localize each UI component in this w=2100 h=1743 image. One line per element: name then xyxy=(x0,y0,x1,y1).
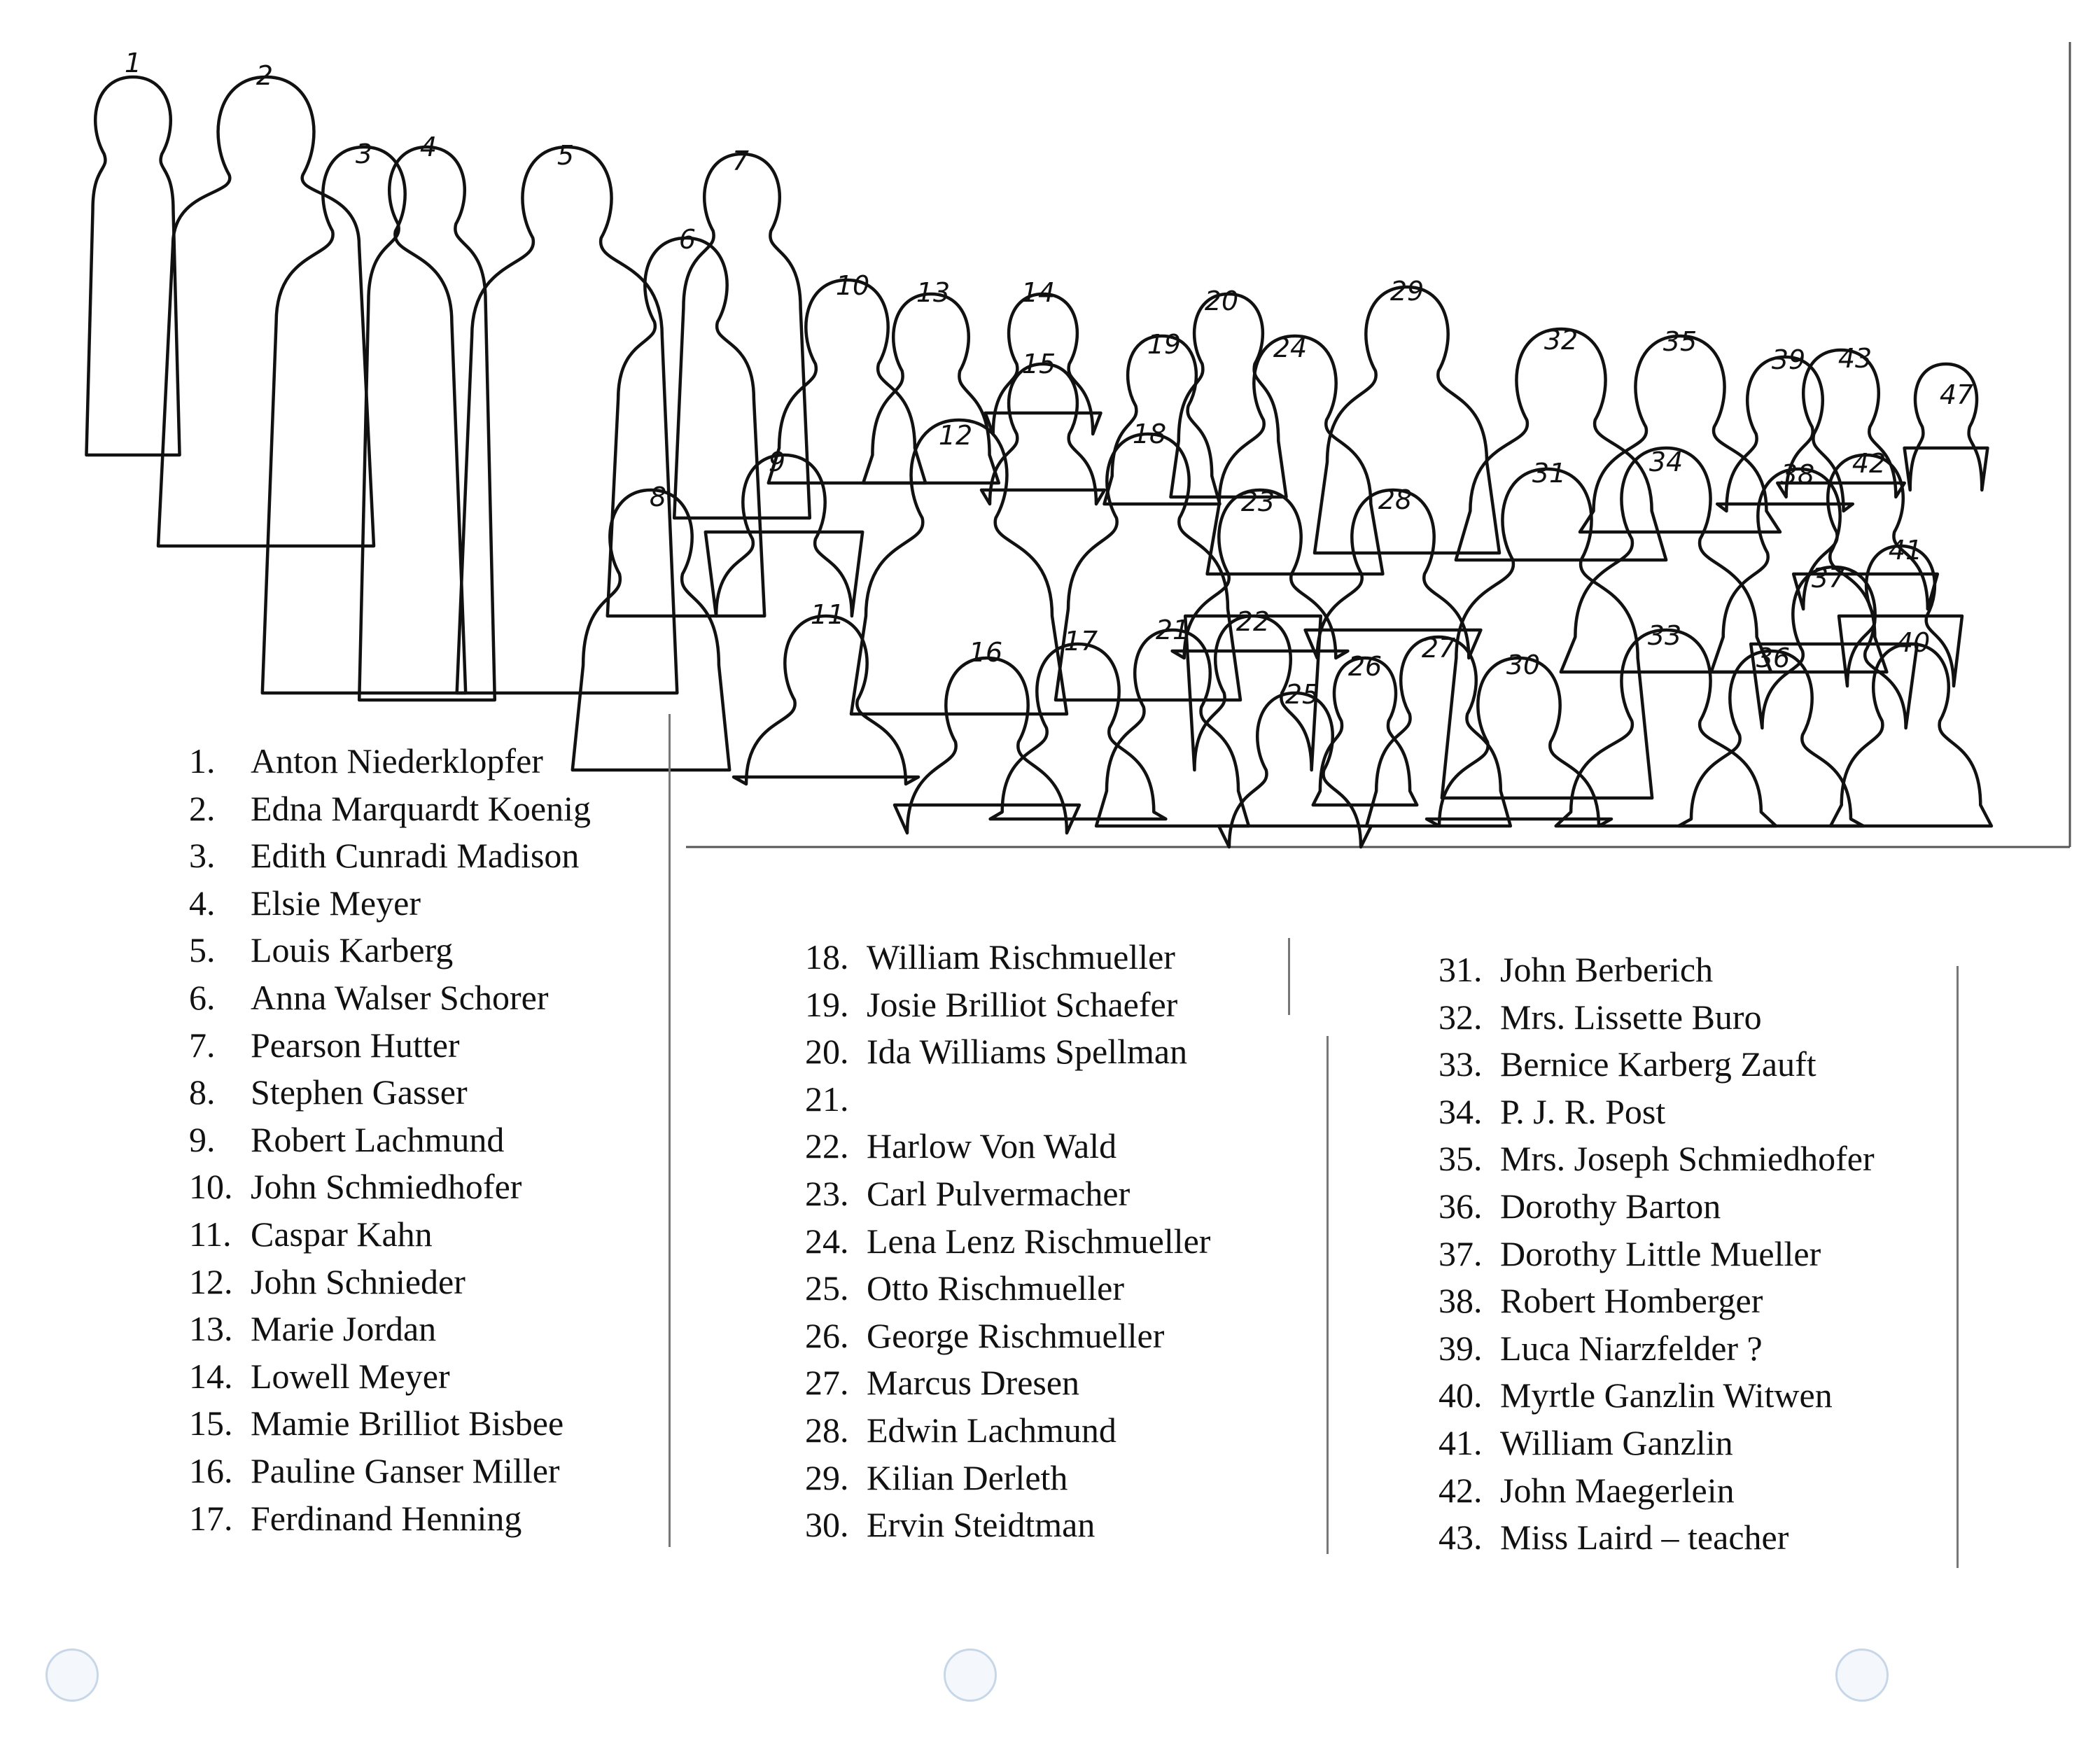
legend-entry-number: 9. xyxy=(189,1119,216,1159)
figure-number: 42 xyxy=(1851,448,1886,479)
figure-number: 40 xyxy=(1896,627,1931,658)
punch-hole xyxy=(1835,1648,1889,1702)
legend-entry xyxy=(189,1400,591,1448)
legend-entry-name: John Schnieder xyxy=(251,1261,465,1301)
legend-entry xyxy=(1438,1041,1875,1088)
legend-column-1 xyxy=(189,738,591,1542)
figure-number: 41 xyxy=(1888,535,1923,566)
legend-entry xyxy=(189,738,591,785)
person-outline xyxy=(158,77,374,546)
legend-entry-number: 1. xyxy=(189,741,216,780)
legend-entry-number: 16. xyxy=(189,1450,233,1490)
legend-entry-number: 32. xyxy=(1438,997,1483,1037)
person-outline xyxy=(1442,469,1652,798)
legend-entry-name: Ida Williams Spellman xyxy=(867,1032,1188,1072)
person-outline xyxy=(674,154,810,518)
figure-number: 30 xyxy=(1506,650,1541,680)
legend-entry xyxy=(1438,946,1875,994)
person-outline xyxy=(359,147,495,700)
figure-number: 26 xyxy=(1348,651,1382,682)
legend-entry xyxy=(1438,994,1875,1042)
legend-entry xyxy=(805,1265,1210,1312)
legend-entry xyxy=(1438,1183,1875,1231)
figure-number: 13 xyxy=(916,277,951,308)
legend-entry-number: 5. xyxy=(189,930,216,970)
legend-entry xyxy=(189,974,591,1022)
legend-entry xyxy=(189,785,591,833)
legend-entry xyxy=(189,1259,591,1306)
legend-entry xyxy=(189,1116,591,1164)
legend-entry xyxy=(805,1076,1210,1124)
legend-entry-name: George Rischmueller xyxy=(867,1315,1165,1355)
legend-entry-name: John Berberich xyxy=(1500,950,1714,989)
legend-entry-number: 15. xyxy=(189,1404,233,1443)
legend-entry-name: Ervin Steidtman xyxy=(867,1505,1096,1545)
legend-entry-number: 41. xyxy=(1438,1422,1483,1462)
figure-number: 2 xyxy=(255,60,274,91)
figure-number: 25 xyxy=(1284,679,1320,710)
legend-entry-number: 7. xyxy=(189,1025,216,1065)
legend-entry-name: Edith Cunradi Madison xyxy=(251,836,580,876)
legend-entry xyxy=(1438,1420,1875,1467)
legend-entry xyxy=(189,1448,591,1495)
legend-entry xyxy=(805,1502,1210,1549)
legend-entry-name: Caspar Kahn xyxy=(251,1214,433,1254)
legend-entry-name: Kilian Derleth xyxy=(867,1457,1068,1497)
person-outline xyxy=(1208,336,1383,574)
legend-entry xyxy=(805,1407,1210,1455)
person-outline xyxy=(706,455,862,616)
legend-entry-number: 12. xyxy=(189,1261,233,1301)
legend-entry-number: 38. xyxy=(1438,1281,1483,1321)
legend-entry-name: John Maegerlein xyxy=(1500,1470,1735,1510)
legend-entry-name: Lena Lenz Rischmueller xyxy=(867,1221,1211,1261)
figure-number: 39 xyxy=(1771,344,1806,375)
legend-entry xyxy=(189,1022,591,1070)
figure-number: 37 xyxy=(1811,563,1846,594)
figure-number: 32 xyxy=(1544,325,1578,356)
legend-entry-number: 34. xyxy=(1438,1091,1483,1131)
legend-entry-number: 24. xyxy=(805,1221,849,1261)
legend-entry xyxy=(805,1455,1210,1502)
figure-numbers xyxy=(125,48,1973,710)
person-outline xyxy=(1096,630,1249,826)
figure-number: 21 xyxy=(1155,615,1190,645)
legend-entry xyxy=(189,1353,591,1401)
legend-entry-name: Robert Lachmund xyxy=(251,1119,505,1159)
legend-entry-name: Stephen Gasser xyxy=(251,1072,468,1112)
figure-number: 4 xyxy=(419,132,438,162)
legend-entry-name: Mrs. Joseph Schmiedhofer xyxy=(1500,1139,1875,1179)
legend-entry-number: 26. xyxy=(805,1315,849,1355)
figure-number: 33 xyxy=(1647,620,1682,651)
figure-number: 7 xyxy=(732,146,750,176)
legend-entry-number: 2. xyxy=(189,788,216,828)
legend-entry-name: Anton Niederklopfer xyxy=(251,741,543,780)
legend-entry xyxy=(189,1306,591,1353)
legend-entry-name: Otto Rischmueller xyxy=(867,1268,1124,1308)
figure-number: 19 xyxy=(1147,329,1182,360)
person-outline xyxy=(457,147,678,693)
legend-entry-number: 42. xyxy=(1438,1470,1483,1510)
legend-entry-name: Harlow Von Wald xyxy=(867,1126,1117,1166)
punch-hole xyxy=(944,1648,997,1702)
figure-number: 35 xyxy=(1662,326,1698,357)
legend-entry xyxy=(805,934,1210,981)
figure-number: 47 xyxy=(1939,379,1974,410)
figure-outlines xyxy=(86,77,1991,847)
figure-number: 28 xyxy=(1378,484,1413,515)
column-divider xyxy=(668,714,671,1547)
legend-entry-number: 6. xyxy=(189,977,216,1017)
legend-entry-number: 18. xyxy=(805,937,849,976)
figure-number: 18 xyxy=(1132,419,1167,449)
legend-entry xyxy=(1438,1088,1875,1136)
legend-entry xyxy=(805,1359,1210,1407)
legend-entry xyxy=(189,1069,591,1116)
figure-number: 22 xyxy=(1236,606,1270,637)
legend-entry xyxy=(805,1218,1210,1266)
legend-entry-number: 14. xyxy=(189,1356,233,1396)
legend-entry xyxy=(1438,1372,1875,1420)
legend-entry xyxy=(189,1163,591,1211)
legend-entry-number: 27. xyxy=(805,1363,849,1403)
legend-entry-number: 11. xyxy=(189,1214,232,1254)
legend-entry-number: 33. xyxy=(1438,1044,1483,1084)
figure-number: 24 xyxy=(1273,332,1308,363)
legend-entry-number: 21. xyxy=(805,1079,849,1119)
person-outline xyxy=(734,616,918,784)
figure-number: 9 xyxy=(768,447,786,477)
legend-entry xyxy=(1438,1278,1875,1325)
person-outline xyxy=(1679,651,1863,826)
figure-number: 12 xyxy=(938,420,973,451)
figure-number: 43 xyxy=(1837,343,1872,374)
legend-entry xyxy=(805,1123,1210,1170)
legend-entry-number: 28. xyxy=(805,1410,849,1450)
legend-entry xyxy=(189,1211,591,1259)
legend-entry-number: 8. xyxy=(189,1072,216,1112)
punch-hole xyxy=(46,1648,99,1702)
legend-entry-number: 20. xyxy=(805,1032,849,1072)
legend-entry-name: Louis Karberg xyxy=(251,930,454,970)
legend-entry-name: Josie Brilliot Schaefer xyxy=(867,984,1178,1024)
column-divider xyxy=(1288,938,1290,1015)
legend-entry-number: 3. xyxy=(189,836,216,876)
legend-entry-name: Lowell Meyer xyxy=(251,1356,450,1396)
legend-entry-name: Edna Marquardt Koenig xyxy=(251,788,591,828)
legend-entry-name: Pearson Hutter xyxy=(251,1025,460,1065)
figure-number: 16 xyxy=(968,637,1003,668)
legend-entry xyxy=(189,880,591,927)
legend-entry xyxy=(805,1028,1210,1076)
legend-entry-name: Mamie Brilliot Bisbee xyxy=(251,1404,564,1443)
legend-entry-name: Miss Laird – teacher xyxy=(1500,1518,1789,1558)
legend-entry-number: 43. xyxy=(1438,1518,1483,1558)
figure-number: 27 xyxy=(1421,633,1456,664)
figure-number: 36 xyxy=(1756,643,1791,673)
group-outline-sketch xyxy=(0,0,2100,861)
legend-entry-number: 13. xyxy=(189,1309,233,1349)
legend-entry-number: 19. xyxy=(805,984,849,1024)
legend-entry-name: Myrtle Ganzlin Witwen xyxy=(1500,1376,1833,1415)
legend-entry-name: Edwin Lachmund xyxy=(867,1410,1116,1450)
person-outline xyxy=(863,294,999,483)
legend-entry-number: 17. xyxy=(189,1498,233,1538)
legend-entry-number: 39. xyxy=(1438,1328,1483,1368)
legend-entry-name: P. J. R. Post xyxy=(1500,1091,1666,1131)
legend-entry xyxy=(1438,1514,1875,1562)
legend-entry-number: 37. xyxy=(1438,1233,1483,1273)
legend-entry-name: Anna Walser Schorer xyxy=(251,977,549,1017)
figure-number: 20 xyxy=(1204,286,1239,316)
figure-number: 14 xyxy=(1021,277,1056,308)
figure-number: 3 xyxy=(355,139,373,169)
figure-number: 5 xyxy=(556,140,575,171)
person-outline xyxy=(895,658,1079,833)
legend-entry-number: 36. xyxy=(1438,1186,1483,1226)
figure-number: 11 xyxy=(810,599,845,630)
legend-entry-number: 35. xyxy=(1438,1139,1483,1179)
figure-number: 34 xyxy=(1648,447,1684,477)
legend-entry xyxy=(189,832,591,880)
legend-entry-name: Luca Niarzfelder ? xyxy=(1500,1328,1763,1368)
column-divider xyxy=(1956,966,1959,1568)
legend-entry-name: Dorothy Barton xyxy=(1500,1186,1721,1226)
figure-number: 29 xyxy=(1390,276,1424,307)
legend-entry-number: 22. xyxy=(805,1126,849,1166)
legend-column-3 xyxy=(1438,946,1875,1562)
legend-entry xyxy=(189,927,591,974)
legend-column-2 xyxy=(805,934,1210,1549)
legend-entry-name: Marcus Dresen xyxy=(867,1363,1080,1403)
legend-entry xyxy=(189,1495,591,1543)
legend-entry-number: 4. xyxy=(189,883,216,923)
legend-entry-number: 29. xyxy=(805,1457,849,1497)
legend-entry-name: William Rischmueller xyxy=(867,937,1175,976)
legend-entry-number: 31. xyxy=(1438,950,1483,989)
legend-entry-number: 25. xyxy=(805,1268,849,1308)
legend-entry-name: Bernice Karberg Zauft xyxy=(1500,1044,1816,1084)
legend-entry-name: Mrs. Lissette Buro xyxy=(1500,997,1762,1037)
column-divider xyxy=(1326,1036,1329,1554)
legend-entry-name: Pauline Ganser Miller xyxy=(251,1450,560,1490)
legend-entry xyxy=(805,1312,1210,1360)
figure-number: 15 xyxy=(1021,349,1056,379)
figure-number: 10 xyxy=(835,270,870,301)
legend-entry xyxy=(805,1170,1210,1218)
legend-entry xyxy=(805,981,1210,1029)
legend-entry xyxy=(1438,1231,1875,1278)
person-outline xyxy=(262,147,465,693)
figure-number: 1 xyxy=(124,48,142,78)
legend-entry-name: Robert Homberger xyxy=(1500,1281,1763,1321)
legend-entry xyxy=(1438,1135,1875,1183)
legend-entry-number: 30. xyxy=(805,1505,849,1545)
legend-entry-name: Elsie Meyer xyxy=(251,883,421,923)
legend-entry-name: Dorothy Little Mueller xyxy=(1500,1233,1821,1273)
legend-entry-name: John Schmiedhofer xyxy=(251,1167,522,1207)
legend-entry-number: 23. xyxy=(805,1173,849,1213)
figure-number: 23 xyxy=(1240,486,1275,517)
legend-entry-name: Marie Jordan xyxy=(251,1309,437,1349)
figure-number: 6 xyxy=(678,224,696,255)
figure-number: 38 xyxy=(1780,459,1815,490)
figure-number: 31 xyxy=(1532,458,1567,489)
legend-entry-name: William Ganzlin xyxy=(1500,1422,1733,1462)
legend-entry-number: 40. xyxy=(1438,1376,1483,1415)
legend-entry xyxy=(1438,1325,1875,1373)
legend-entry-number: 10. xyxy=(189,1167,233,1207)
figure-number: 8 xyxy=(649,482,667,512)
legend-entry-name: Carl Pulvermacher xyxy=(867,1173,1130,1213)
legend-entry xyxy=(1438,1467,1875,1515)
figure-number: 17 xyxy=(1063,626,1098,657)
legend-entry-name: Ferdinand Henning xyxy=(251,1498,522,1538)
